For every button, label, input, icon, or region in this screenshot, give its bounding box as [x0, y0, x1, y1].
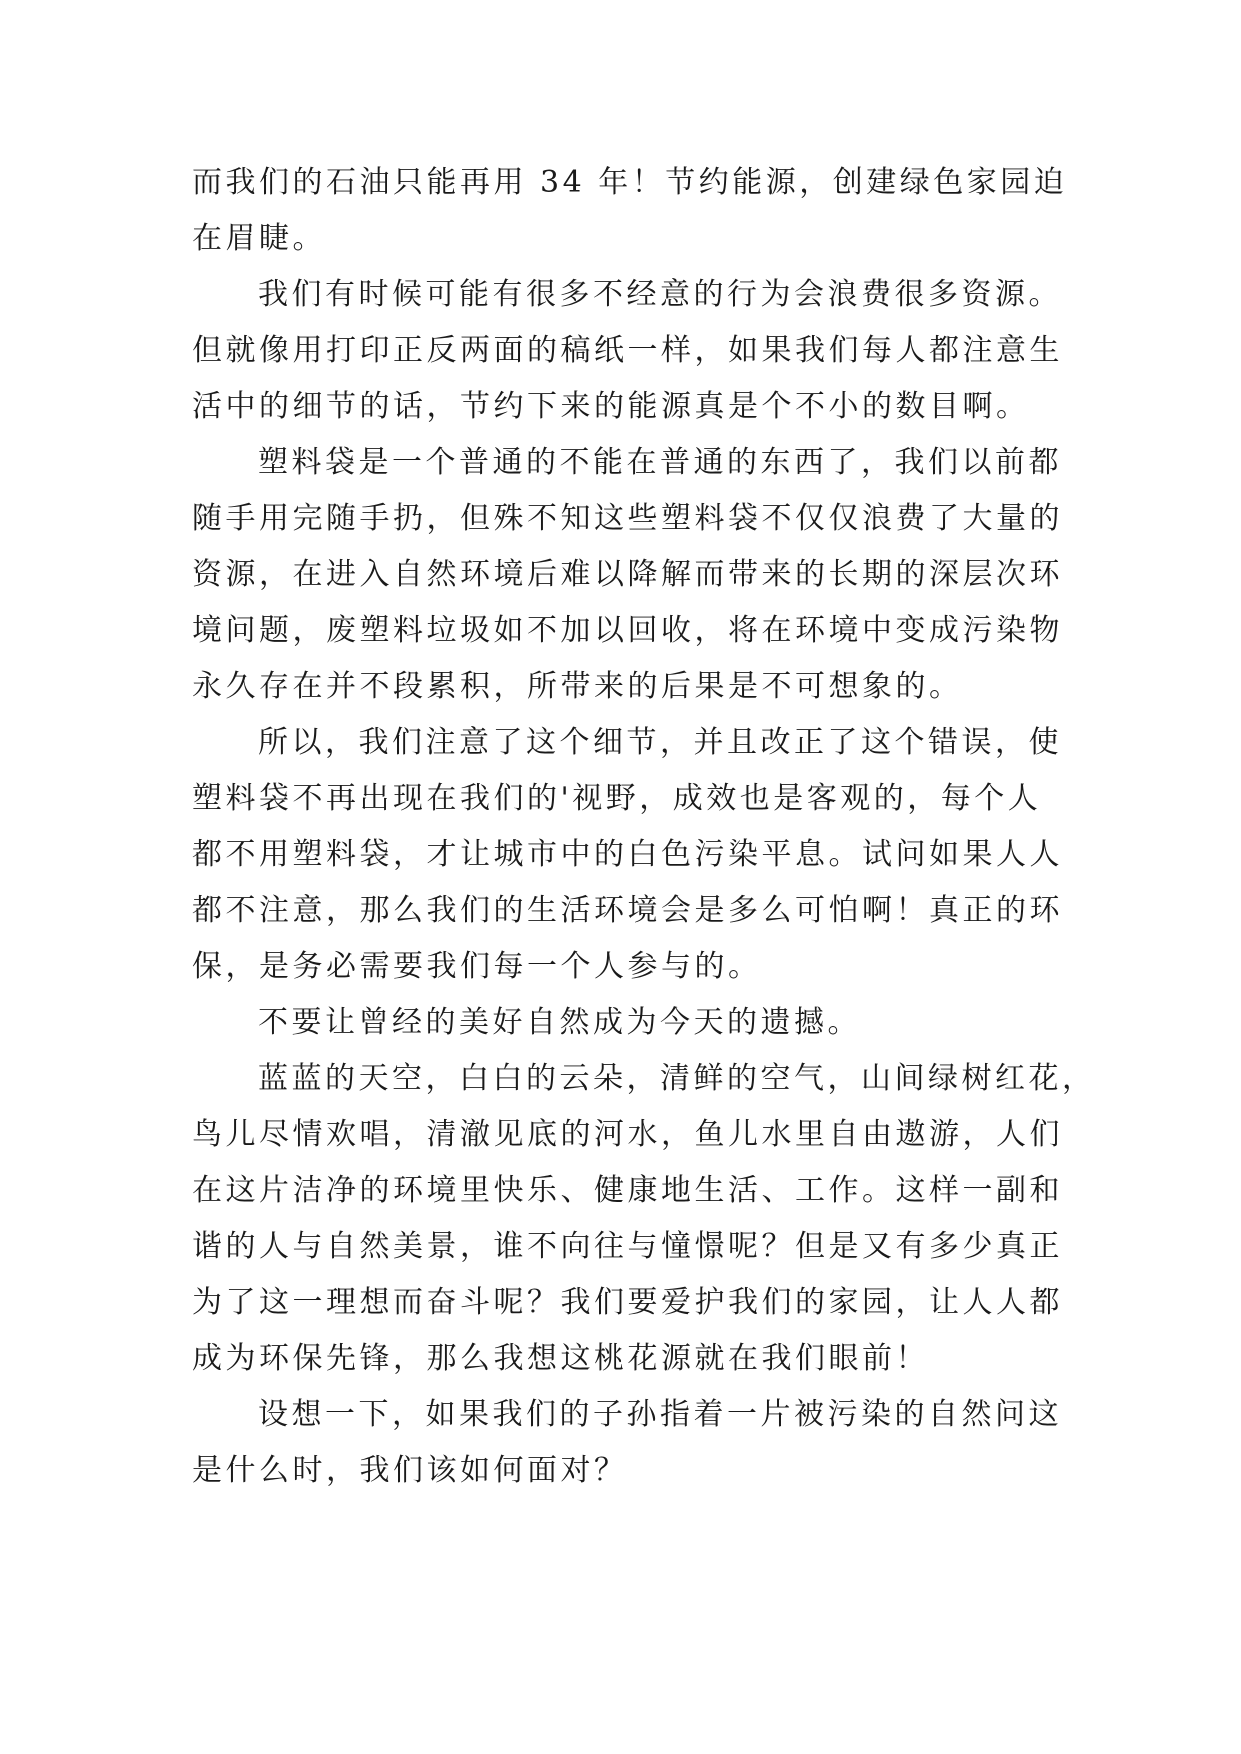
text-line: 但就像用打印正反两面的稿纸一样，如果我们每人都注意生 [192, 333, 1063, 368]
text-line: 保，是务必需要我们每一个人参与的。 [192, 949, 762, 984]
paragraph-first-line: 设想一下，如果我们的子孙指着一片被污染的自然问这 [258, 1397, 1062, 1432]
text-line: 鸟儿尽情欢唱，清澈见底的河水，鱼儿水里自由遨游，人们 [192, 1117, 1063, 1152]
text-line: 塑料袋不再出现在我们的'视野，成效也是客观的，每个人 [192, 781, 1042, 816]
document-page [192, 155, 1096, 1499]
text-line: 都不注意，那么我们的生活环境会是多么可怕啊！真正的环 [192, 893, 1063, 928]
text-line: 成为环保先锋，那么我想这桃花源就在我们眼前！ [192, 1341, 929, 1376]
text-line: 永久存在并不段累积，所带来的后果是不可想象的。 [192, 669, 963, 704]
paragraph-first-line: 蓝蓝的天空，白白的云朵，清鲜的空气，山间绿树红花， [258, 1061, 1096, 1096]
text-line: 都不用塑料袋，才让城市中的白色污染平息。试问如果人人 [192, 837, 1063, 872]
text-line: 而我们的石油只能再用 34 年！节约能源，创建绿色家园迫 [192, 165, 1068, 200]
text-line: 境问题，废塑料垃圾如不加以回收，将在环境中变成污染物 [192, 613, 1063, 648]
text-line: 在眉睫。 [192, 221, 326, 256]
paragraph-first-line: 我们有时候可能有很多不经意的行为会浪费很多资源。 [258, 277, 1062, 312]
paragraph-first-line: 塑料袋是一个普通的不能在普通的东西了，我们以前都 [258, 445, 1062, 480]
text-line: 活中的细节的话，节约下来的能源真是个不小的数目啊。 [192, 389, 1030, 424]
text-line: 随手用完随手扔，但殊不知这些塑料袋不仅仅浪费了大量的 [192, 501, 1063, 536]
text-line: 是什么时，我们该如何面对？ [192, 1453, 628, 1488]
paragraph-first-line: 不要让曾经的美好自然成为今天的遗撼。 [258, 1005, 861, 1040]
text-line: 为了这一理想而奋斗呢？我们要爱护我们的家园，让人人都 [192, 1285, 1063, 1320]
paragraph-first-line: 所以，我们注意了这个细节，并且改正了这个错误，使 [258, 725, 1062, 760]
text-line: 资源，在进入自然环境后难以降解而带来的长期的深层次环 [192, 557, 1063, 592]
text-line: 谐的人与自然美景，谁不向往与憧憬呢？但是又有多少真正 [192, 1229, 1063, 1264]
text-line: 在这片洁净的环境里快乐、健康地生活、工作。这样一副和 [192, 1173, 1063, 1208]
